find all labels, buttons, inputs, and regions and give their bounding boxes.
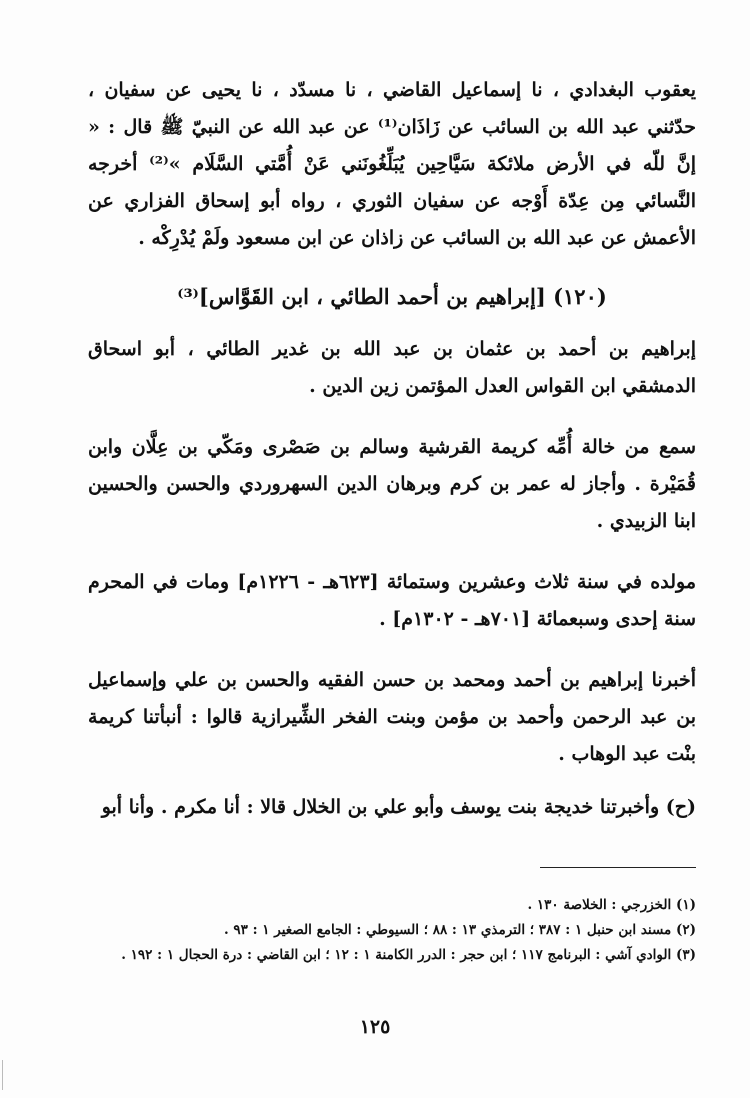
page-number: ١٢٥ [359,1016,391,1038]
paragraph-heard: سمع من خالة أُمِّه كريمة القرشية وسالم بن صَصْرى ومَكّي بن عِلَّان وابن قُمَيْرة . وأجاز له عمر بن كرم وبرهان الدين السهروردي والحسن والحسين ابنا الزبيدي . [88,436,696,532]
paragraph-chain: أخبرنا إبراهيم بن أحمد ومحمد بن حسن الفقيه والحسن بن علي وإسماعيل بن عبد الرحمن وأحمد بن مؤمن وبنت الفخر الشِّيرازية قالوا : أنبأتنا كريمة بنْت عبد الوهاب . [88,669,696,765]
footnote-3: (٣) الوادي آشي : البرنامج ١١٧ ؛ ابن حجر : الدرر الكامنة ١ : ١٢ ؛ ابن القاضي : درة الحجال ١ : ١٩٢ . [121,947,696,963]
footnotes [88,893,696,968]
paragraph-birth-death: مولده في سنة ثلاث وعشرين وستمائة [٦٢٣هـ - ١٢٢٦م] ومات في المحرم سنة إحدى وسبعمائة [٧٠١هـ - ١٣٠٢م] . [88,571,697,630]
entry-heading: (١٢٠) [إبراهيم بن أحمد الطائي ، ابن القَوَّاس]⁽³⁾ [177,284,607,309]
footnote-divider [540,867,696,868]
paragraph-chain-h: (ح) وأخبرتنا خديجة بنت يوسف وأبو علي بن الخلال قالا : أنا مكرم . وأنا أبو [101,796,696,818]
footnote-2: (٢) مسند ابن حنبل ١ : ٣٨٧ ؛ الترمذي ١٣ : ٨٨ ؛ السيوطي : الجامع الصغير ١ : ٩٣ . [223,922,696,938]
paragraph-name-line: إبراهيم بن أحمد بن عثمان بن عبد الله بن غدير الطائي ، أبو اسحاق الدمشقي ابن القواس العدل المؤتمن زين الدين . [88,338,696,397]
scan-edge-mark [2,1060,7,1090]
main-text [88,72,696,842]
footnote-1: (١) الخزرجي : الخلاصة ١٣٠ . [527,897,696,913]
paragraph-continuation: يعقوب البغدادي ، نا إسماعيل القاضي ، نا مسدّد ، نا يحيى عن سفيان ، حدّثني عبد الله بن السائب عن زَاذَان⁽¹⁾ عن عبد الله عن النبيّ ﷺ قال : « إنَّ للّه في الأرض ملائكة سَيَّاحِين يُبَلِّغُونَني عَنْ أُمَّتي السَّلَام »⁽²⁾ أخرجه النَّسائي مِن عِدّة أَوْجه عن سفيان الثوري ، رواه أبو إسحاق الفزاري عن الأعمش عن عبد الله بن السائب عن زاذان عن ابن مسعود ولَمْ يُدْرِكْه . [88,79,696,249]
